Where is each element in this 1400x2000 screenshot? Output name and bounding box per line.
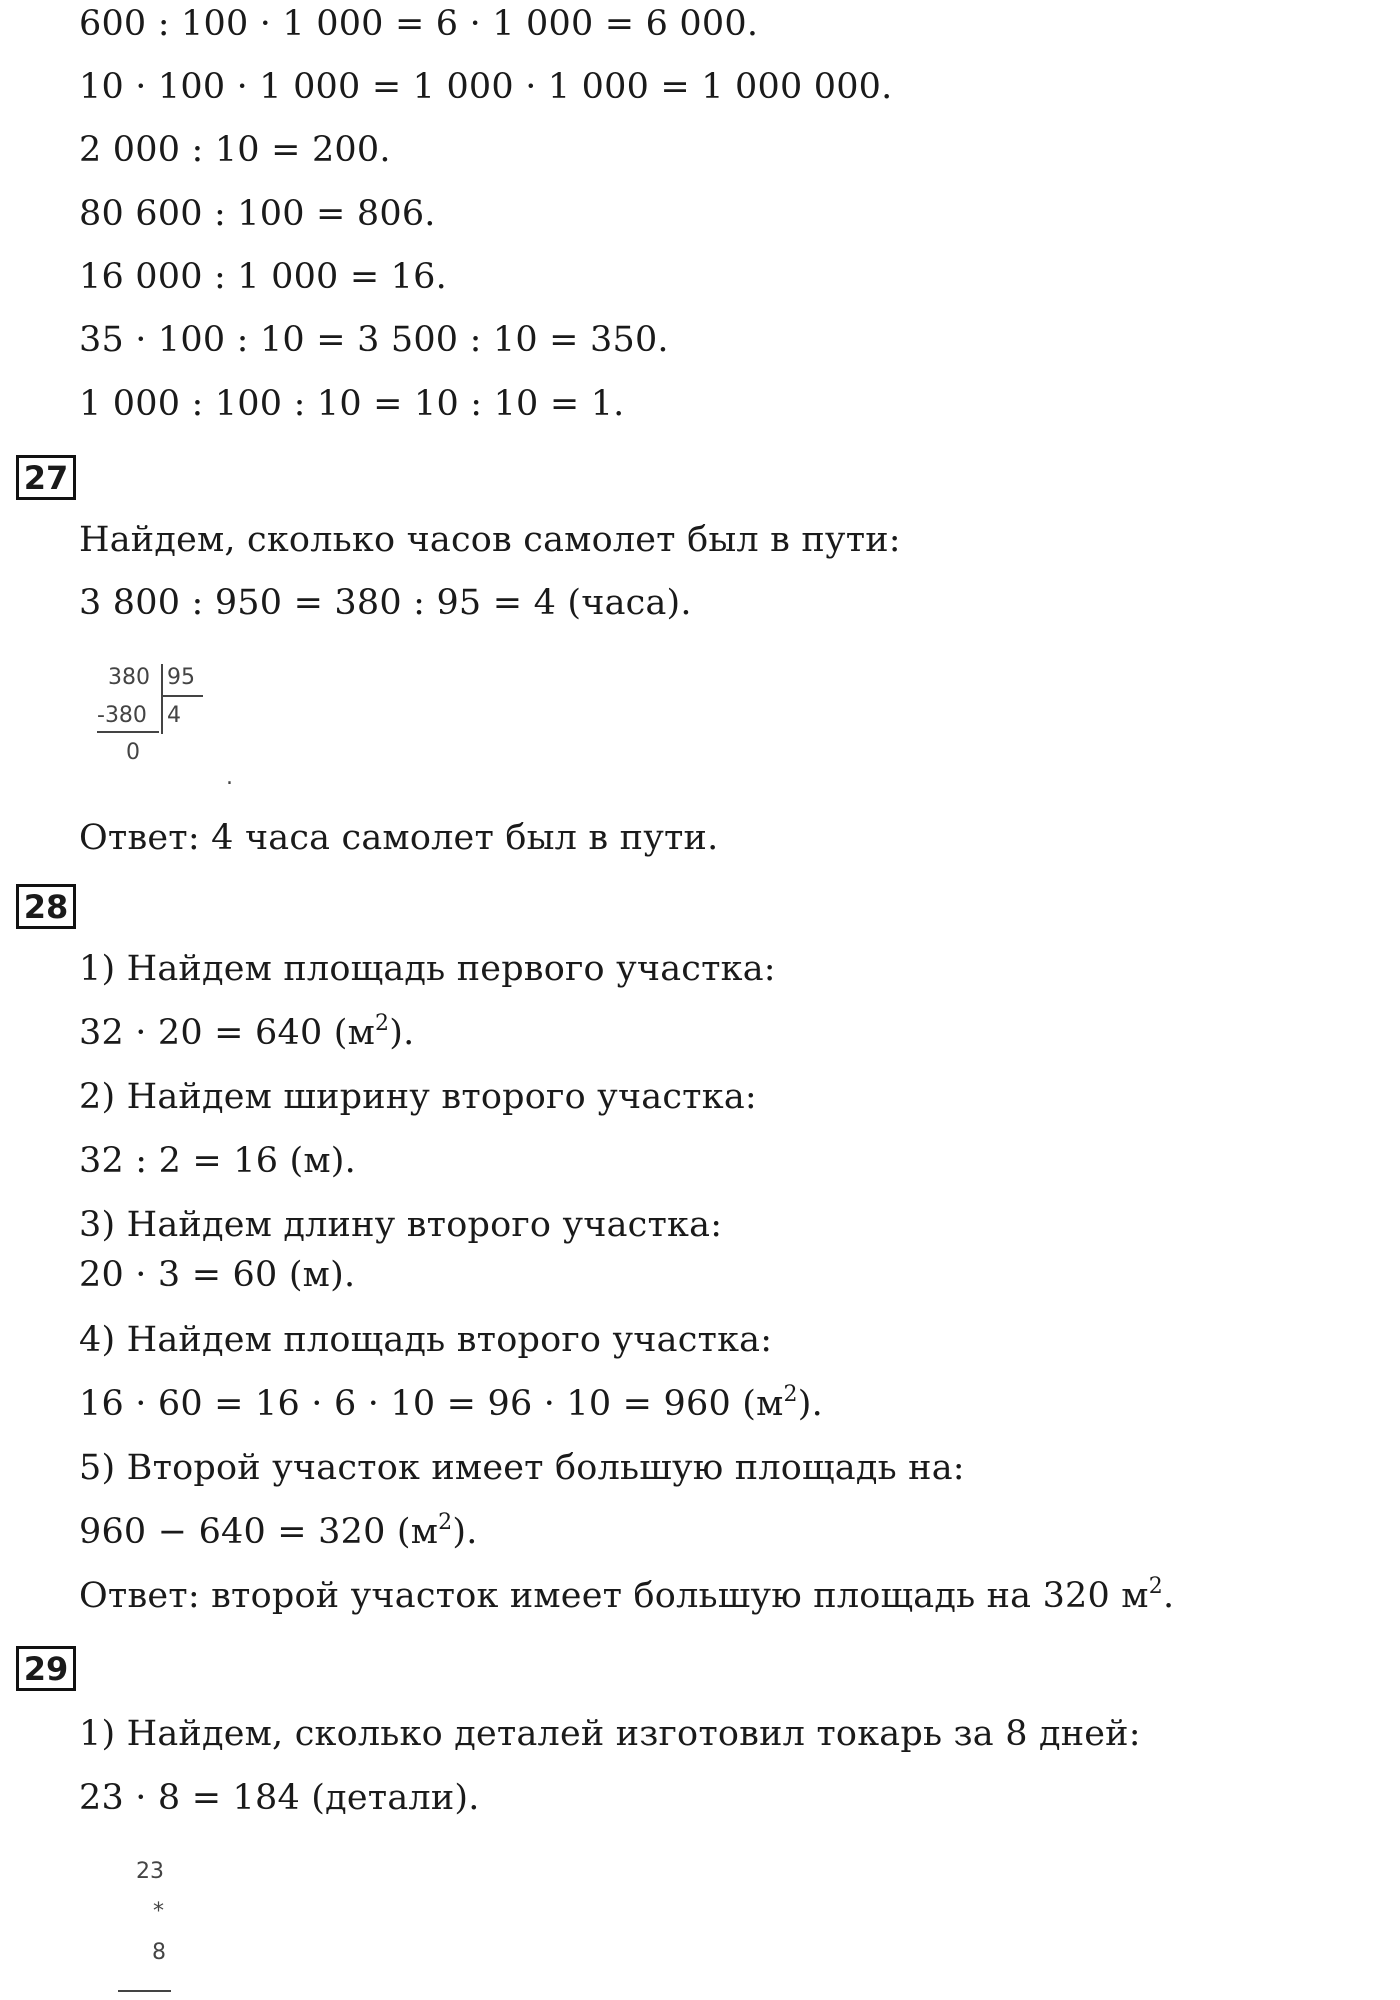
task28-calc-2: 32 : 2 = 16 (м). (79, 1141, 356, 1181)
task28-step-1: 1) Найдем площадь первого участка: (79, 949, 776, 989)
division-subtrahend-underline (97, 731, 159, 733)
task28-calc-3: 20 · 3 = 60 (м). (79, 1255, 356, 1295)
task28-calc-5: 960 − 640 = 320 $(м^2)$. (79, 1510, 478, 1552)
superscript: 2 (375, 1011, 390, 1036)
division-divisor: 95 (167, 665, 195, 690)
mult-operator: * (153, 1899, 164, 1924)
calc-line-2: 10 · 100 · 1 000 = 1 000 · 1 000 = 1 000 000. (79, 67, 893, 107)
division-dividend: 380 (108, 665, 150, 690)
task28-step-3: 3) Найдем длину второго участка: (79, 1205, 723, 1245)
mult-top-operand: 23 (136, 1859, 164, 1884)
superscript: 2 (1148, 1574, 1163, 1599)
calc-line-6: 35 · 100 : 10 = 3 500 : 10 = 350. (79, 320, 669, 360)
calc-line-1: 600 : 100 · 1 000 = 6 · 1 000 = 6 000. (79, 4, 759, 44)
task-number-29: 29 (16, 1646, 76, 1691)
task28-step-4: 4) Найдем площадь второго участка: (79, 1320, 773, 1360)
task27-intro: Найдем, сколько часов самолет был в пути: (79, 520, 901, 560)
task-number-28: 28 (16, 884, 76, 929)
task28-calc-1: 32 · 20 = 640 $(м^2)$. (79, 1011, 415, 1053)
mult-underline (118, 1990, 171, 1992)
task28-step-2: 2) Найдем ширину второго участка: (79, 1077, 757, 1117)
calc-line-5: 16 000 : 1 000 = 16. (79, 257, 447, 297)
task28-answer: Ответ: второй участок имеет большую площадь на 320 $м^2$. (79, 1574, 1175, 1616)
task28-calc-4: 16 · 60 = 16 · 6 · 10 = 96 · 10 = 960 $(м^2)$. (79, 1382, 823, 1424)
calc-line-4: 80 600 : 100 = 806. (79, 194, 436, 234)
mult-bottom-operand: 8 (152, 1940, 166, 1965)
calc-line-7: 1 000 : 100 : 10 = 10 : 10 = 1. (79, 384, 625, 424)
task29-calc-1: 23 · 8 = 184 (детали). (79, 1778, 480, 1818)
task27-calc: 3 800 : 950 = 380 : 95 = 4 (часа). (79, 583, 692, 623)
superscript: 2 (783, 1382, 798, 1407)
division-divisor-underline (162, 695, 203, 697)
division-remainder: 0 (126, 740, 140, 765)
task28-step-5: 5) Второй участок имеет большую площадь на: (79, 1448, 965, 1488)
calc-line-3: 2 000 : 10 = 200. (79, 130, 391, 170)
task-number-27: 27 (16, 455, 76, 500)
superscript: 2 (438, 1510, 453, 1535)
task27-answer: Ответ: 4 часа самолет был в пути. (79, 818, 719, 858)
division-subtrahend: -380 (97, 703, 147, 728)
division-vertical-line (161, 664, 163, 734)
division-trailing-dot: . (226, 765, 233, 790)
division-quotient: 4 (167, 703, 181, 728)
task29-step-1: 1) Найдем, сколько деталей изготовил токарь за 8 дней: (79, 1714, 1141, 1754)
